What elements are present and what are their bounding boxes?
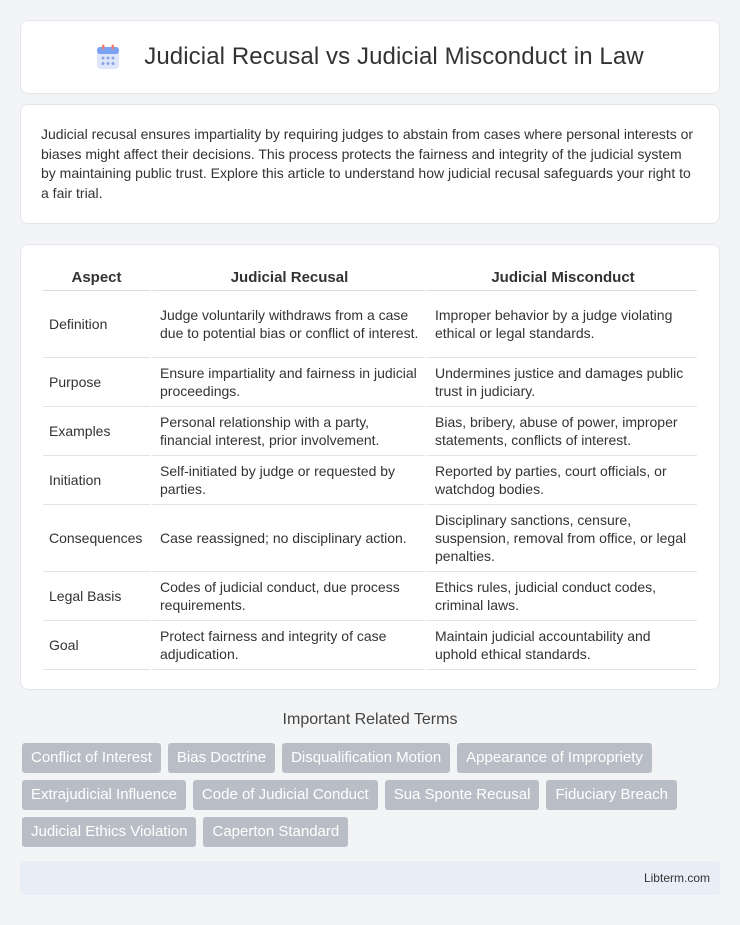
cell-recusal: Protect fairness and integrity of case adjudication.	[150, 621, 425, 670]
cell-misconduct: Improper behavior by a judge violating ethical or legal standards.	[425, 291, 697, 358]
cell-recusal: Case reassigned; no disciplinary action.	[150, 505, 425, 572]
term-tag[interactable]: Extrajudicial Influence	[22, 780, 186, 810]
term-tag[interactable]: Judicial Ethics Violation	[22, 817, 196, 847]
cell-aspect: Legal Basis	[43, 572, 150, 621]
cell-misconduct: Maintain judicial accountability and uphold ethical standards.	[425, 621, 697, 670]
cell-recusal: Codes of judicial conduct, due process requirements.	[150, 572, 425, 621]
page-title: Judicial Recusal vs Judicial Misconduct in Law	[144, 43, 644, 70]
table-row	[43, 358, 697, 407]
header-card	[20, 20, 720, 94]
cell-misconduct: Disciplinary sanctions, censure, suspension, removal from office, or legal penalties.	[425, 505, 697, 572]
cell-recusal: Self-initiated by judge or requested by parties.	[150, 456, 425, 505]
cell-misconduct: Undermines justice and damages public trust in judiciary.	[425, 358, 697, 407]
cell-aspect: Consequences	[43, 505, 150, 572]
cell-aspect: Goal	[43, 621, 150, 670]
footer-brand-link[interactable]: Libterm.com	[643, 871, 710, 885]
comparison-card	[20, 244, 720, 690]
table-row	[43, 291, 697, 358]
calendar-grid-icon	[96, 44, 120, 70]
cell-recusal: Judge voluntarily withdraws from a case due to potential bias or conflict of interest.	[150, 291, 425, 358]
header-recusal: Judicial Recusal	[150, 265, 425, 291]
cell-misconduct: Ethics rules, judicial conduct codes, criminal laws.	[425, 572, 697, 621]
header-aspect: Aspect	[43, 265, 150, 291]
cell-aspect: Purpose	[43, 358, 150, 407]
comparison-table	[43, 265, 697, 670]
intro-text: Judicial recusal ensures impartiality by requiring judges to abstain from cases where personal interests or biases might affect their decisions. This process protects the fairness and integrity of the judicial system by maintaining public trust. Explore this article to understand how judicial recusal safeguards your right to a fair trial.	[41, 126, 694, 201]
term-tag[interactable]: Sua Sponte Recusal	[385, 780, 540, 810]
term-tag[interactable]: Appearance of Impropriety	[457, 743, 652, 773]
cell-misconduct: Bias, bribery, abuse of power, improper statements, conflicts of interest.	[425, 407, 697, 456]
term-tag[interactable]: Caperton Standard	[203, 817, 348, 847]
related-terms-list	[22, 743, 722, 847]
table-row	[43, 407, 697, 456]
cell-aspect: Examples	[43, 407, 150, 456]
cell-aspect: Initiation	[43, 456, 150, 505]
table-header-row	[43, 265, 697, 291]
footer	[20, 861, 720, 895]
cell-aspect: Definition	[43, 291, 150, 358]
term-tag[interactable]: Disqualification Motion	[282, 743, 450, 773]
intro-card	[20, 104, 720, 224]
table-row	[43, 456, 697, 505]
cell-recusal: Personal relationship with a party, financial interest, prior involvement.	[150, 407, 425, 456]
cell-recusal: Ensure impartiality and fairness in judicial proceedings.	[150, 358, 425, 407]
related-terms-title: Important Related Terms	[282, 711, 458, 728]
term-tag[interactable]: Bias Doctrine	[168, 743, 275, 773]
table-row	[43, 572, 697, 621]
term-tag[interactable]: Fiduciary Breach	[546, 780, 677, 810]
term-tag[interactable]: Code of Judicial Conduct	[193, 780, 378, 810]
header-misconduct: Judicial Misconduct	[425, 265, 697, 291]
table-row	[43, 621, 697, 670]
cell-misconduct: Reported by parties, court officials, or watchdog bodies.	[425, 456, 697, 505]
table-row	[43, 505, 697, 572]
term-tag[interactable]: Conflict of Interest	[22, 743, 161, 773]
